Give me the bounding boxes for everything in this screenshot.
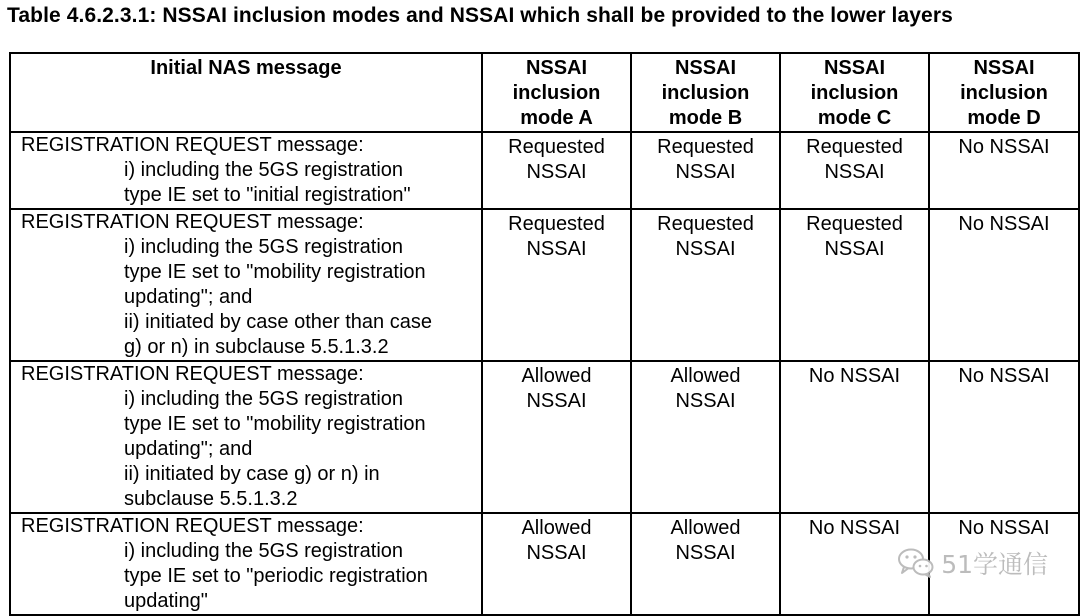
mode-c-cell: Requested NSSAI [780, 209, 929, 361]
message-detail-line: i) including the 5GS registration [124, 236, 404, 258]
message-detail-line: subclause 5.5.1.3.2 [124, 488, 298, 510]
table-caption: Table 4.6.2.3.1: NSSAI inclusion modes and NSSAI which shall be provided to the lower layers [7, 4, 953, 27]
mode-c-cell: No NSSAI [780, 513, 929, 615]
message-detail-line: updating"; and [124, 438, 253, 460]
header-mode-b: NSSAI inclusion mode B [631, 53, 780, 132]
header-mode-d: NSSAI inclusion mode D [929, 53, 1079, 132]
header-mode-a: NSSAI inclusion mode A [482, 53, 631, 132]
nssai-inclusion-table [9, 52, 1080, 616]
mode-d-cell: No NSSAI [929, 513, 1079, 615]
message-detail-line: i) including the 5GS registration [124, 159, 404, 181]
message-detail-line: updating" [124, 590, 208, 612]
table-row [10, 132, 1079, 209]
table-row [10, 361, 1079, 513]
mode-d-cell: No NSSAI [929, 209, 1079, 361]
initial-nas-message-cell [10, 132, 482, 209]
mode-a-cell: Requested NSSAI [482, 209, 631, 361]
message-detail-line: ii) initiated by case other than case [124, 311, 432, 333]
mode-c-cell: No NSSAI [780, 361, 929, 513]
initial-nas-message-cell [10, 209, 482, 361]
header-row [10, 53, 1079, 132]
message-title: REGISTRATION REQUEST message: [21, 515, 364, 537]
initial-nas-message-cell [10, 361, 482, 513]
mode-d-cell: No NSSAI [929, 132, 1079, 209]
wechat-icon [897, 547, 935, 579]
message-detail-line: type IE set to "mobility registration [124, 261, 426, 283]
watermark [897, 545, 1048, 581]
message-title: REGISTRATION REQUEST message: [21, 134, 364, 156]
message-detail-line: type IE set to "initial registration" [124, 184, 411, 206]
mode-a-cell: Requested NSSAI [482, 132, 631, 209]
mode-a-cell: Allowed NSSAI [482, 361, 631, 513]
message-title: REGISTRATION REQUEST message: [21, 211, 364, 233]
message-detail-line: type IE set to "periodic registration [124, 565, 428, 587]
mode-b-cell: Allowed NSSAI [631, 361, 780, 513]
mode-b-cell: Requested NSSAI [631, 132, 780, 209]
table-row [10, 209, 1079, 361]
message-detail-line: g) or n) in subclause 5.5.1.3.2 [124, 336, 389, 358]
message-title: REGISTRATION REQUEST message: [21, 363, 364, 385]
mode-d-cell: No NSSAI [929, 361, 1079, 513]
message-detail-line: i) including the 5GS registration [124, 540, 404, 562]
header-initial-nas-message: Initial NAS message [10, 53, 482, 132]
watermark-text: 51学通信 [941, 550, 1048, 579]
header-mode-c: NSSAI inclusion mode C [780, 53, 929, 132]
mode-a-cell: Allowed NSSAI [482, 513, 631, 615]
mode-c-cell: Requested NSSAI [780, 132, 929, 209]
message-detail-line: ii) initiated by case g) or n) in [124, 463, 380, 485]
mode-b-cell: Requested NSSAI [631, 209, 780, 361]
mode-b-cell: Allowed NSSAI [631, 513, 780, 615]
message-detail-line: type IE set to "mobility registration [124, 413, 426, 435]
message-detail-line: i) including the 5GS registration [124, 388, 404, 410]
initial-nas-message-cell [10, 513, 482, 615]
message-detail-line: updating"; and [124, 286, 253, 308]
